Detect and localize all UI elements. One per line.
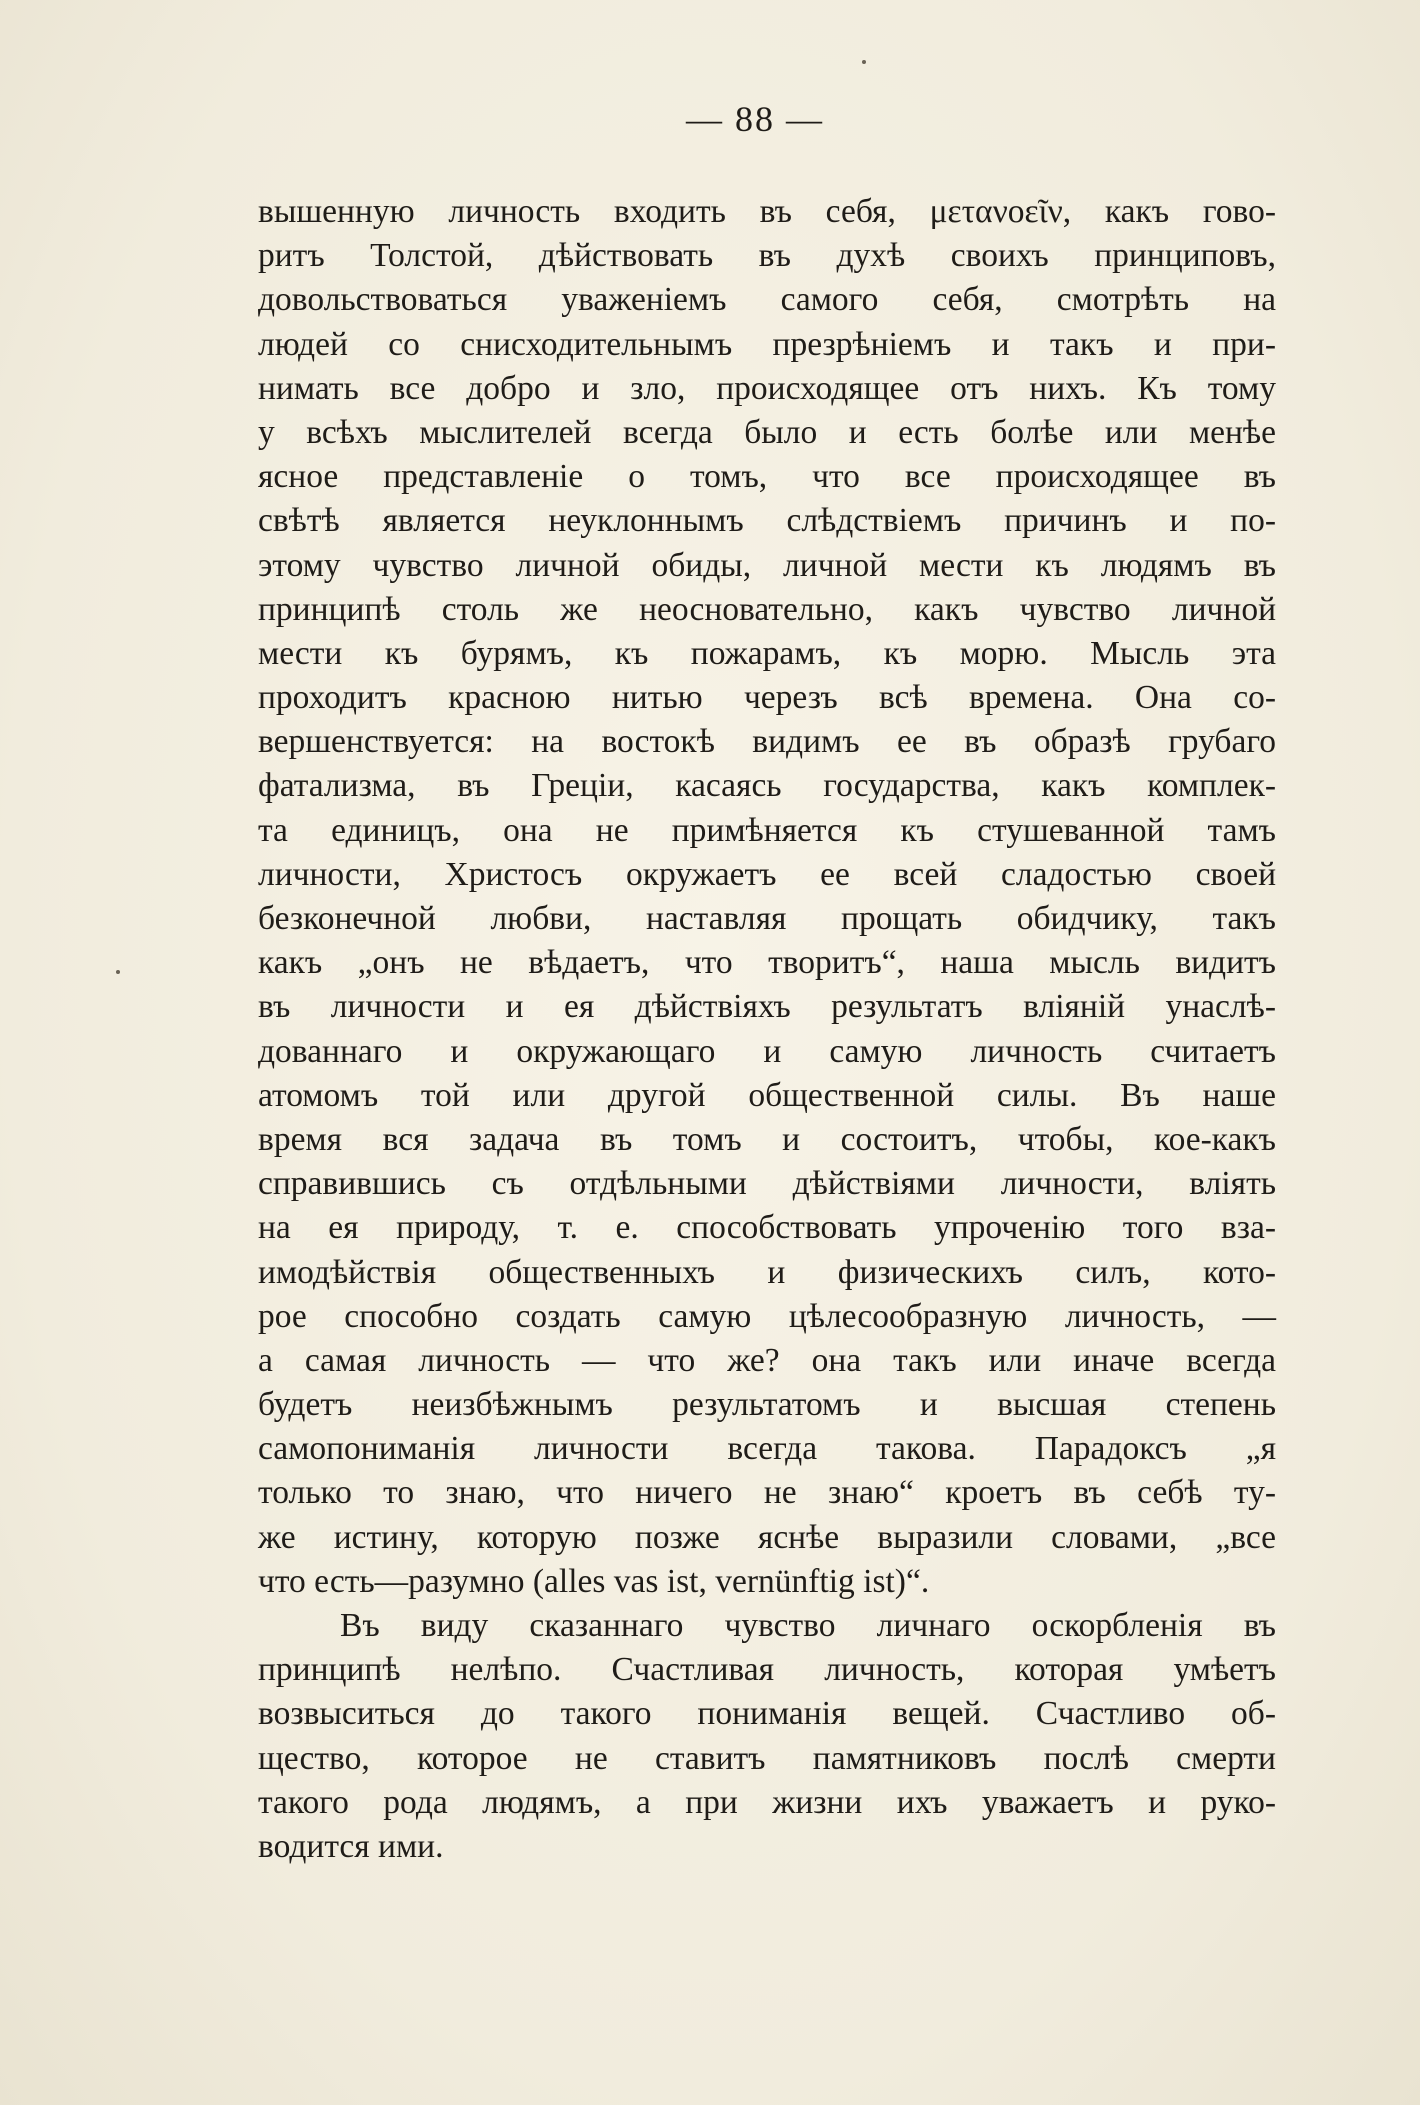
- text-line: на ея природу, т. е. способствовать упроченію того вза-: [258, 1209, 1276, 1247]
- text-line: ясное представленіе о томъ, что все происходящее въ: [258, 458, 1276, 496]
- text-line: что есть—разумно (alles vas ist, vernünftig ist)“.: [258, 1562, 930, 1600]
- text-line: свѣтѣ является неуклоннымъ слѣдствіемъ причинъ и по-: [258, 502, 1276, 540]
- text-line: вершенствуется: на востокѣ видимъ ее въ образѣ грубаго: [258, 723, 1276, 761]
- text-line: ритъ Толстой, дѣйствовать въ духѣ своихъ принциповъ,: [258, 237, 1276, 275]
- text-line: атомомъ той или другой общественной силы. Въ наше: [258, 1076, 1276, 1114]
- text-line: въ личности и ея дѣйствіяхъ результатъ вліяній унаслѣ-: [258, 988, 1276, 1026]
- text-line: фатализма, въ Греціи, касаясь государства, какъ комплек-: [258, 767, 1276, 805]
- paper-speck: [116, 970, 120, 974]
- paragraph-2: [258, 1604, 1276, 1869]
- text-line: людей со снисходительнымъ презрѣніемъ и такъ и при-: [258, 325, 1276, 363]
- text-line: личности, Христосъ окружаетъ ее всей сладостью своей: [258, 855, 1276, 893]
- text-line: водится ими.: [258, 1827, 444, 1865]
- page-number: — 88 —: [686, 99, 824, 139]
- text-line: принципѣ нелѣпо. Счастливая личность, которая умѣетъ: [258, 1651, 1276, 1689]
- paragraph-1: [258, 190, 1276, 1604]
- text-line: только то знаю, что ничего не знаю“ кроетъ въ себѣ ту-: [258, 1474, 1276, 1512]
- text-line: возвыситься до такого пониманія вещей. Счастливо об-: [258, 1695, 1276, 1733]
- text-line: самопониманія личности всегда такова. Парадоксъ „я: [258, 1430, 1276, 1468]
- text-line: какъ „онъ не вѣдаетъ, что творитъ“, наша мысль видитъ: [258, 944, 1276, 982]
- text-line: вышенную личность входить въ себя, μετανοεῖν, какъ гово-: [258, 193, 1276, 230]
- text-line: же истину, которую позже яснѣе выразили словами, „все: [258, 1518, 1276, 1556]
- text-line: этому чувство личной обиды, личной мести къ людямъ въ: [258, 546, 1276, 584]
- text-line: будетъ неизбѣжнымъ результатомъ и высшая степень: [258, 1386, 1276, 1424]
- text-line: принципѣ столь же неосновательно, какъ чувство личной: [258, 590, 1276, 628]
- text-line: проходитъ красною нитью черезъ всѣ времена. Она со-: [258, 679, 1276, 717]
- text-line: мести къ бурямъ, къ пожарамъ, къ морю. Мысль эта: [258, 634, 1276, 672]
- text-line: дованнаго и окружающаго и самую личность считаетъ: [258, 1032, 1276, 1070]
- text-line: та единицъ, она не примѣняется къ стушеванной тамъ: [258, 811, 1276, 849]
- text-line: Въ виду сказаннаго чувство личнаго оскорбленія въ: [340, 1607, 1276, 1644]
- text-line: такого рода людямъ, а при жизни ихъ уважаетъ и руко-: [258, 1783, 1276, 1821]
- text-line: имодѣйствія общественныхъ и физическихъ силъ, кото-: [258, 1253, 1276, 1291]
- text-line: справившись съ отдѣльными дѣйствіями личности, вліять: [258, 1165, 1276, 1203]
- text-line: рое способно создать самую цѣлесообразную личность, —: [258, 1297, 1276, 1335]
- text-line: безконечной любви, наставляя прощать обидчику, такъ: [258, 900, 1276, 937]
- text-line: нимать все добро и зло, происходящее отъ нихъ. Къ тому: [258, 369, 1276, 407]
- text-line: время вся задача въ томъ и состоитъ, чтобы, кое-какъ: [258, 1120, 1276, 1158]
- paper-speck: [862, 60, 866, 64]
- text-line: у всѣхъ мыслителей всегда было и есть болѣе или менѣе: [258, 413, 1276, 451]
- text-line: довольствоваться уваженіемъ самого себя, смотрѣть на: [258, 281, 1276, 319]
- text-line: щество, которое не ставитъ памятниковъ послѣ смерти: [258, 1739, 1276, 1777]
- body-text: [258, 190, 1276, 1869]
- text-line: а самая личность — что же? она такъ или иначе всегда: [258, 1341, 1276, 1379]
